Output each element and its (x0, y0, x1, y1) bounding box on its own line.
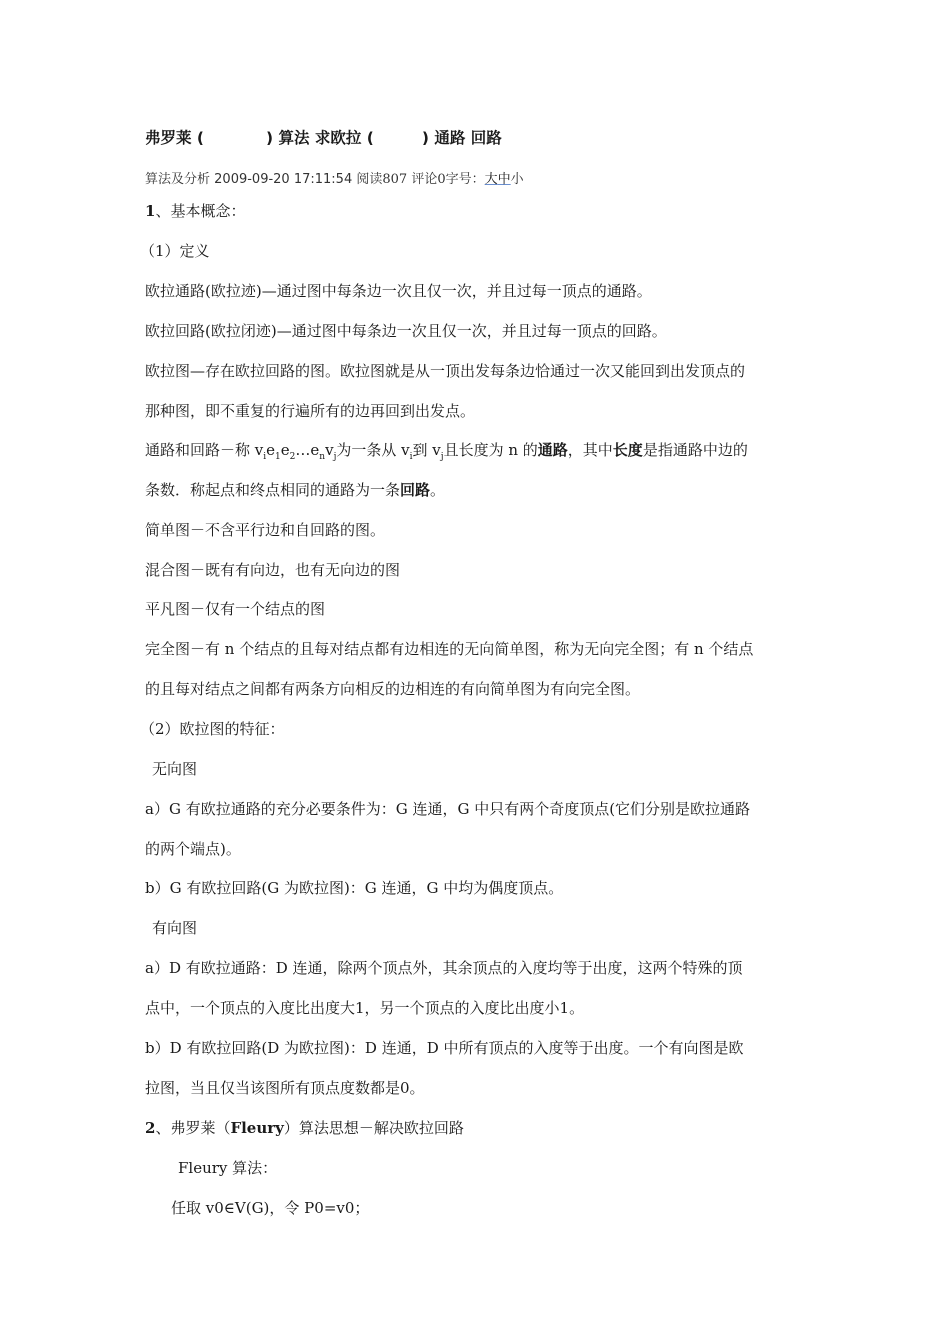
section-1-heading (145, 201, 245, 221)
directed-b-line2: 拉图，当且仅当该图所有顶点度数都是0。 (145, 1079, 425, 1097)
subscript: n (319, 452, 326, 462)
term-fleury: Fleury (230, 1119, 284, 1137)
text-fragment: 且长度为 n 的 (443, 441, 538, 459)
article-title (145, 128, 502, 148)
definition-heading: （1）定义 (140, 242, 210, 260)
euler-graph-definition-line2: 那种图，即不重复的行遍所有的边再回到出发点。 (145, 402, 476, 420)
text-fragment: 通路和回路－称 (145, 441, 255, 459)
simple-graph-definition: 简单图－不含平行边和自回路的图。 (145, 521, 386, 539)
mixed-graph-definition: 混合图－既有有向边，也有无向边的图 (145, 561, 401, 579)
meta-comments[interactable]: 评论0 (411, 172, 446, 187)
features-heading: （2）欧拉图的特征： (140, 720, 285, 738)
path-circuit-definition-line2 (145, 480, 445, 500)
path-circuit-definition-line1 (145, 440, 748, 460)
term-circuit: 回路 (400, 481, 431, 499)
directed-b-line1: b）D 有欧拉回路(D 为欧拉图)：D 连通，D 中所有顶点的入度等于出度。一个有向图是欧 (145, 1039, 744, 1057)
meta-reads: 阅读807 (356, 172, 408, 187)
fleury-algorithm-label: Fleury 算法： (178, 1159, 278, 1177)
undirected-a-line1: a）G 有欧拉通路的充分必要条件为：G 连通，G 中只有两个奇度顶点(它们分别是欧拉通路 (145, 800, 751, 818)
subscript: i (263, 452, 267, 462)
directed-a-line2: 点中，一个顶点的入度比出度大1，另一个顶点的入度比出度小1。 (145, 999, 585, 1017)
directed-graph-heading: 有向图 (152, 919, 198, 937)
text-fragment: 到 v (412, 441, 441, 459)
font-size-small-link[interactable]: 小 (510, 172, 524, 187)
complete-graph-definition-line1: 完全图－有 n 个结点的且每对结点都有边相连的无向简单图，称为无向完全图；有 n 个结点 (145, 640, 754, 658)
text-fragment: ）算法思想－解决欧拉回路 (283, 1119, 464, 1137)
text-fragment: 、弗罗莱（ (155, 1119, 231, 1137)
title-part-1: 弗罗莱 ( (145, 129, 204, 147)
title-part-2: ) 算法 求欧拉 ( (265, 129, 374, 147)
subscript: i (409, 452, 413, 462)
euler-circuit-definition: 欧拉回路(欧拉闭迹)—通过图中每条边一次且仅一次，并且过每一顶点的回路。 (145, 322, 667, 340)
subscript: 1 (275, 452, 281, 462)
term-path: 通路 (537, 441, 568, 459)
meta-font-label: 字号： (445, 172, 485, 187)
subscript: j (333, 452, 337, 462)
font-size-large-link[interactable]: 大 (484, 172, 498, 187)
meta-datetime: 2009-09-20 17:11:54 (214, 172, 353, 187)
section-2-heading (145, 1118, 464, 1138)
algorithm-step-1: 任取 v0∈V(G)，令 P0=v0； (171, 1199, 370, 1217)
directed-a-line1: a）D 有欧拉通路：D 连通，除两个顶点外，其余顶点的入度均等于出度，这两个特殊的顶 (145, 959, 743, 977)
title-part-3: ) 通路 回路 (421, 129, 502, 147)
text-fragment: e (266, 441, 276, 459)
text-fragment: e (280, 441, 290, 459)
text-fragment: 是指通路中边的 (642, 441, 748, 459)
text-fragment: …e (295, 441, 320, 459)
article-meta (145, 170, 524, 190)
text-fragment: ，其中 (567, 441, 613, 459)
meta-category[interactable]: 算法及分析 (145, 172, 211, 187)
text-fragment: v (325, 441, 334, 459)
complete-graph-definition-line2: 的且每对结点之间都有两条方向相反的边相连的有向简单图为有向完全图。 (145, 680, 641, 698)
section-2-number: 2 (145, 1119, 156, 1137)
text-fragment: 条数．称起点和终点相同的通路为一条 (145, 481, 401, 499)
section-1-number: 1 (145, 202, 156, 220)
euler-graph-definition-line1: 欧拉图—存在欧拉回路的图。欧拉图就是从一顶出发每条边恰通过一次又能回到出发顶点的 (145, 362, 746, 380)
section-1-title: 、基本概念： (155, 202, 246, 220)
subscript: j (440, 452, 444, 462)
euler-path-definition: 欧拉通路(欧拉迹)—通过图中每条边一次且仅一次，并且过每一顶点的通路。 (145, 282, 652, 300)
term-length: 长度 (612, 441, 643, 459)
undirected-a-line2: 的两个端点)。 (145, 840, 241, 858)
text-fragment: 。 (430, 481, 446, 499)
text-fragment: v (254, 441, 264, 459)
text-fragment: 为一条从 v (336, 441, 410, 459)
undirected-b: b）G 有欧拉回路(G 为欧拉图)：G 连通，G 中均为偶度顶点。 (145, 879, 564, 897)
undirected-graph-heading: 无向图 (152, 760, 198, 778)
font-size-medium-link[interactable]: 中 (497, 172, 511, 187)
trivial-graph-definition: 平凡图－仅有一个结点的图 (145, 600, 326, 618)
subscript: 2 (289, 452, 296, 462)
